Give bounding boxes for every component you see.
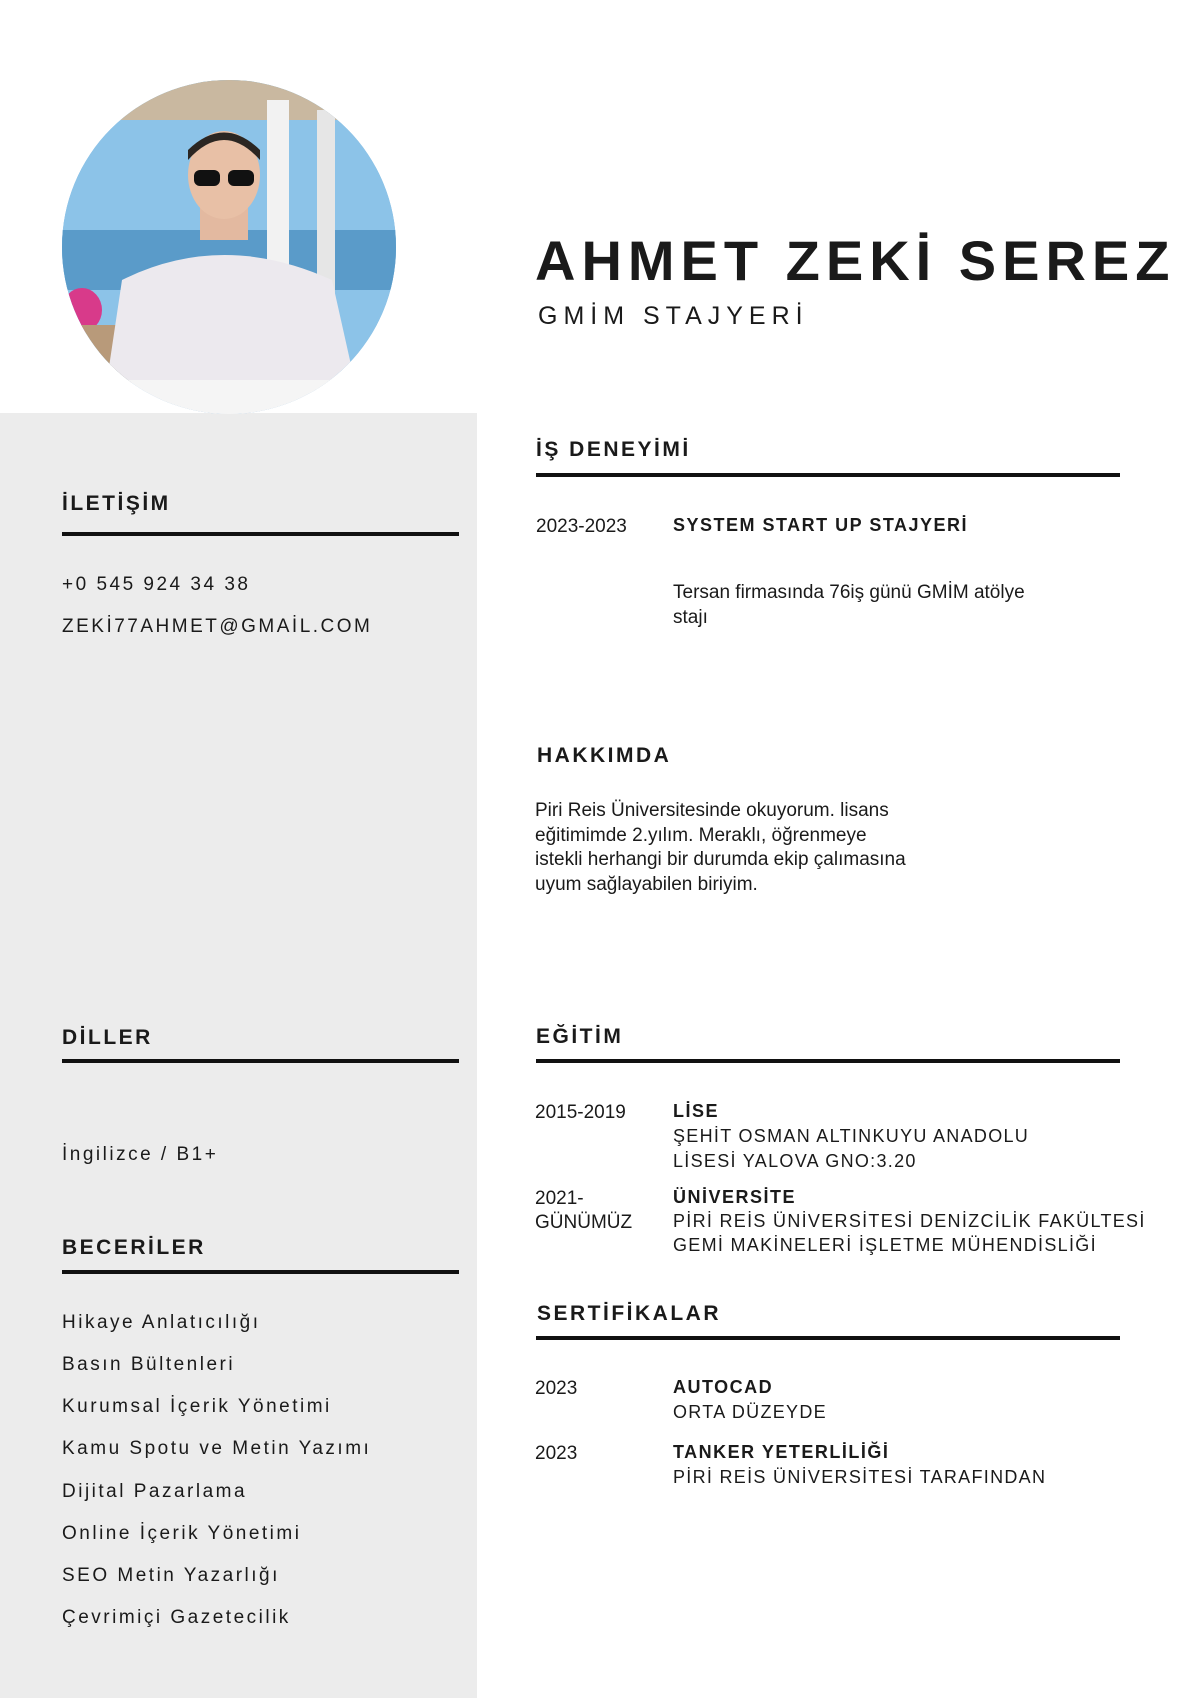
skills-divider bbox=[62, 1270, 459, 1274]
contact-divider bbox=[62, 532, 459, 536]
profile-photo bbox=[62, 80, 396, 414]
skill-item: Hikaye Anlatıcılığı bbox=[62, 1312, 261, 1333]
certificate-title: AUTOCAD bbox=[673, 1377, 774, 1397]
certificate-date: 2023 bbox=[535, 1378, 578, 1399]
skill-item: SEO Metin Yazarlığı bbox=[62, 1565, 280, 1586]
education-line: ŞEHİT OSMAN ALTINKUYU ANADOLU bbox=[673, 1126, 1030, 1146]
education-divider bbox=[536, 1059, 1120, 1063]
skill-item: Kurumsal İçerik Yönetimi bbox=[62, 1396, 332, 1417]
skill-item: Basın Bültenleri bbox=[62, 1354, 236, 1375]
contact-phone: +0 545 924 34 38 bbox=[62, 574, 251, 595]
experience-date: 2023-2023 bbox=[536, 516, 627, 537]
experience-title: SYSTEM START UP STAJYERİ bbox=[673, 515, 969, 535]
skill-item: Dijital Pazarlama bbox=[62, 1481, 248, 1502]
experience-divider bbox=[536, 473, 1120, 477]
languages-heading: DİLLER bbox=[62, 1026, 153, 1049]
candidate-name: AHMET ZEKİ SEREZ bbox=[535, 229, 1176, 292]
education-title: ÜNİVERSİTE bbox=[673, 1187, 797, 1207]
skill-item: Çevrimiçi Gazetecilik bbox=[62, 1607, 291, 1628]
about-line: uyum sağlayabilen biriyim. bbox=[535, 874, 758, 895]
experience-desc-line: Tersan firmasında 76iş günü GMİM atölye bbox=[673, 582, 1025, 603]
skill-item: Kamu Spotu ve Metin Yazımı bbox=[62, 1438, 372, 1459]
education-line: LİSESİ YALOVA GNO:3.20 bbox=[673, 1151, 917, 1171]
certificates-heading: SERTİFİKALAR bbox=[537, 1302, 721, 1325]
skills-heading: BECERİLER bbox=[62, 1236, 206, 1259]
language-item: İngilizce / B1+ bbox=[62, 1144, 219, 1165]
about-line: Piri Reis Üniversitesinde okuyorum. lisans bbox=[535, 800, 889, 821]
candidate-title: GMİM STAJYERİ bbox=[538, 302, 809, 330]
education-line: PİRİ REİS ÜNİVERSİTESİ DENİZCİLİK FAKÜLTESİ bbox=[673, 1211, 1146, 1231]
experience-heading: İŞ DENEYİMİ bbox=[536, 438, 691, 461]
certificate-date: 2023 bbox=[535, 1443, 578, 1464]
education-date: 2015-2019 bbox=[535, 1102, 626, 1123]
certificate-line: PİRİ REİS ÜNİVERSİTESİ TARAFINDAN bbox=[673, 1467, 1047, 1487]
education-heading: EĞİTİM bbox=[536, 1025, 624, 1048]
education-title: LİSE bbox=[673, 1101, 720, 1121]
certificate-line: ORTA DÜZEYDE bbox=[673, 1402, 827, 1422]
about-line: eğitimimde 2.yılım. Meraklı, öğrenmeye bbox=[535, 825, 867, 846]
education-date: GÜNÜMÜZ bbox=[535, 1212, 633, 1233]
about-heading: HAKKIMDA bbox=[537, 744, 672, 767]
skill-item: Online İçerik Yönetimi bbox=[62, 1523, 302, 1544]
sidebar bbox=[0, 413, 477, 1698]
experience-desc-line: stajı bbox=[673, 607, 708, 628]
education-line: GEMİ MAKİNELERİ İŞLETME MÜHENDİSLİĞİ bbox=[673, 1235, 1097, 1255]
certificates-divider bbox=[536, 1336, 1120, 1340]
contact-email: ZEKİ77AHMET@GMAİL.COM bbox=[62, 616, 373, 637]
languages-divider bbox=[62, 1059, 459, 1063]
education-date: 2021- bbox=[535, 1188, 584, 1209]
certificate-title: TANKER YETERLİLİĞİ bbox=[673, 1442, 890, 1462]
about-line: istekli herhangi bir durumda ekip çalımasına bbox=[535, 849, 906, 870]
contact-heading: İLETİŞİM bbox=[62, 492, 171, 515]
